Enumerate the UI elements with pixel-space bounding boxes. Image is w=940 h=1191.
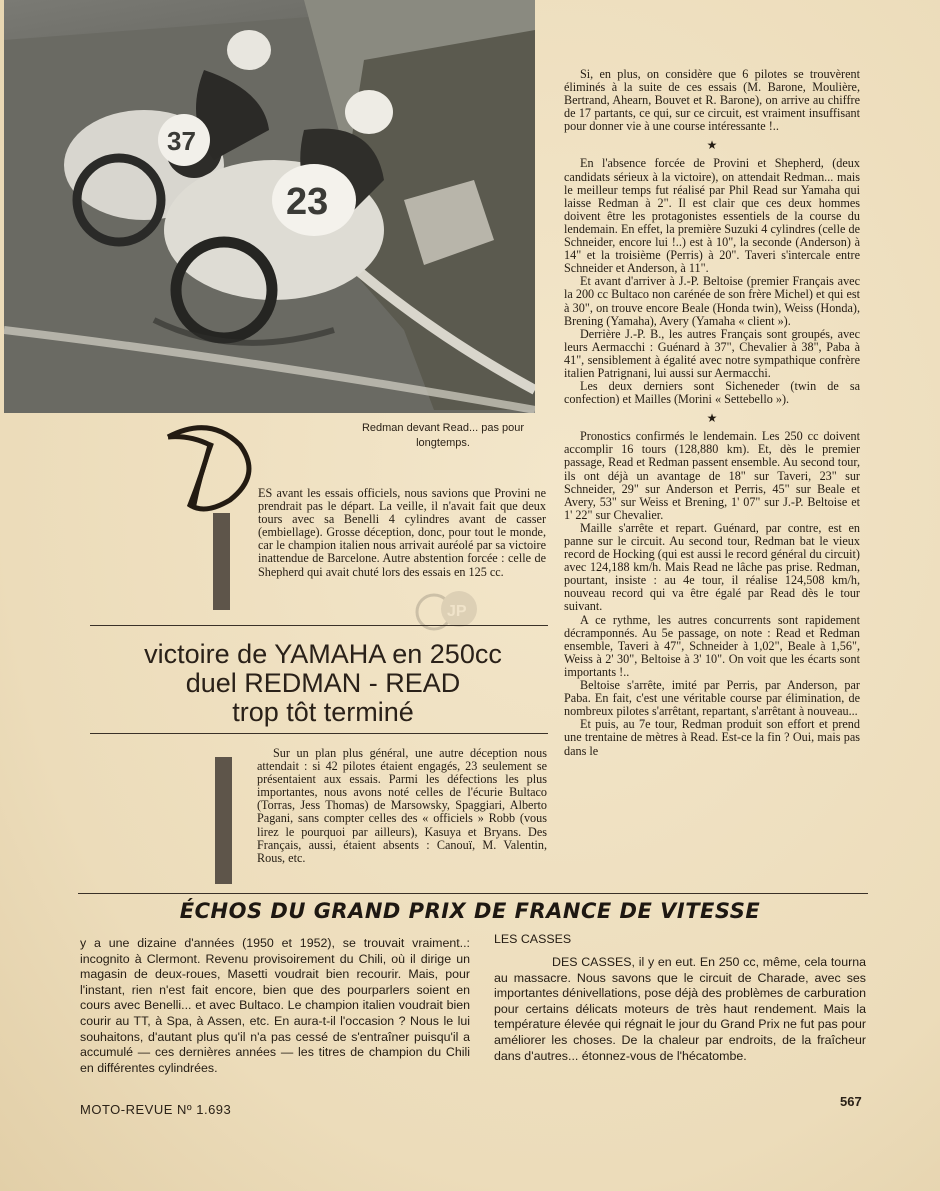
- headline-line-2: duel REDMAN - READ: [185, 668, 461, 698]
- race-photo: [4, 0, 535, 413]
- stamp-text: JP: [447, 603, 467, 620]
- dropcap-text: D: [150, 415, 151, 416]
- intro-paragraph: [258, 487, 546, 579]
- article-headline: [90, 640, 556, 727]
- right-p4: Derrière J.-P. B., les autres Français sont groupés, avec leurs Aermacchi : Guénard à 37", Chevalier à 38", Paba à 41", sensiblement à égalité avec notre sympathique confrère italien Patrignani, lui aussi sur Aermacchi.: [564, 326, 860, 380]
- banner-rule: [78, 893, 868, 894]
- dropcap-letter: [150, 415, 270, 515]
- right-column: [564, 68, 860, 758]
- para2-text: Sur un plan plus général, une autre déception nous attendait : si 42 pilotes étaient engagés, 23 seulement se présentaient aux essais. Parmi les défections les plus importantes, nous avons noté celles de l'écurie Bultaco (Torras, Jess Thomas) de Marsowsky, Spaggiari, Alberto Pagani, sans compter celles des « officiels » Robb (vous lirez le pourquoi par ailleurs), Kasuya et Bryans. Des Français, aussi, étaient absents : Canouï, M. Valentin, Rous, etc.: [257, 746, 547, 865]
- echos-banner: ÉCHOS DU GRAND PRIX DE FRANCE DE VITESSE: [179, 899, 761, 923]
- casses-heading: LES CASSES: [494, 932, 572, 946]
- para2-side-bar: [215, 757, 232, 884]
- right-p5: Les deux derniers sont Sicheneder (twin de sa confection) et Mailles (Morini « Settebello »).: [564, 379, 860, 407]
- separator-star-2: ★: [706, 411, 718, 426]
- right-p2: En l'absence forcée de Provini et Shepherd, (deux candidats sérieux à la victoire), on attendait Redman... mais le meilleur temps fut réalisé par Phil Read sur Yamaha qui laisse Redman à 2". Il est clair que ces deux hommes doivent être les protagonistes essentiels de la course du lendemain. En effet, la première Suzuki 4 cylindres (celle de Schneider, encore lui !..) est à 10", la seconde (Anderson) à 14" et la troisième (Perris) à 20". Taveri s'intercale entre Schneider et Anderson, à 11".: [564, 156, 860, 276]
- echos-left-column: [80, 936, 470, 1076]
- right-p10: Et puis, au 7e tour, Redman produit son effort et prend une trentaine de mètres à Read. Est-ce la fin ? Oui, mais pas dans le: [564, 717, 860, 758]
- echos-left-text: y a une dizaine d'années (1950 et 1952), se trouvait vraiment..: incognito à Clermont. Revenu provisoirement du Chili, où il dirige un magasin de deux-roues, Masetti voudrait bien recourir. Mais, pour l'instant, rien n'est fait encore, bien que des pourparlers soient en cours avec Benelli... et avec Bultaco. Le champion italien voudrait bien courir au TT, à Spa, à Assen, etc. En aura-t-il l'occasion ? Nous le lui souhaitons, d'autant plus qu'il n'a pas cessé de s'entraîner puisqu'il a accumulé — ces dernières années — les titres de champion du Chili en différentes cylindrées.: [80, 936, 470, 1075]
- magazine-issue: MOTO-REVUE Nº 1.693: [80, 1102, 232, 1117]
- bike-number-37: 37: [167, 126, 196, 156]
- right-p7: Maille s'arrête et repart. Guénard, par contre, est en panne sur le circuit. Au second tour, Redman bat le vieux record de Hocking (qui est aussi le record général du circuit) avec 124,188 km/h. Mais Read ne lâche pas prise. Redman, pourtant, insiste : au 4e tour, il réalise 124,508 km/h, nouveau record qui va être égalé par Read dès le tour suivant.: [564, 520, 860, 614]
- right-p9: Beltoise s'arrête, imité par Perris, par Anderson, par Paba. En fait, c'est une véritable course par élimination, de nombreux pilotes s'arrêtant, repartant, s'arrêtant à nouveau...: [564, 678, 860, 719]
- right-p6: Pronostics confirmés le lendemain. Les 250 cc doivent accomplir 16 tours (128,880 km). Et, dès le premier passage, Read et Redman passent ensemble. Au second tour, ils ont déjà un avantage de 18" sur Taveri, 23" sur Schneider, 29" sur Anderson et Perris, 45" sur Beale et Avery, 53" sur Weiss et Brening, 1' 07" sur J.-P. Beltoise et 1' 22" sur Chevalier.: [564, 429, 860, 522]
- right-p8: A ce rythme, les autres concurrents sont rapidement décramponnés. Au 5e passage, on note : Read et Redman ensemble, Taveri à 47", Schneider à 1,02", Beale à 1,56", Weiss à 2' 30", Beltoise à 3' 10". On voit que les écarts sont importants !..: [564, 612, 860, 679]
- right-p1: Si, en plus, on considère que 6 pilotes se trouvèrent éliminés à la suite de ces essais (M. Barone, Moulière, Bertrand, Ahearn, Bouvet et R. Barone), on arrive au chiffre de 17 partants, ce qui, sur ce circuit, est vraiment insuffisant pour donner vie à une course intéressante !..: [564, 67, 860, 134]
- intro-side-bar: [213, 513, 230, 610]
- headline-bottom-rule: [90, 733, 548, 734]
- headline-line-1: victoire de YAMAHA en 250cc: [144, 639, 502, 669]
- casses-column: [494, 955, 866, 1064]
- motorcycle-illustration: [4, 0, 535, 413]
- headline-top-rule: [90, 625, 548, 626]
- page-number: 567: [840, 1094, 862, 1109]
- headline-line-3: trop tôt terminé: [232, 697, 414, 727]
- second-paragraph: [257, 747, 547, 865]
- watermark-stamp: [414, 585, 484, 640]
- casses-text: DES CASSES, il y en eut. En 250 cc, même, cela tourna au massacre. Nous savons que le circuit de Charade, avec ses importantes dénivellations, pose déjà des problèmes de carburation pour certains délicats moteurs de très haut rendement. Mais la température élevée qui régnait le jour du Grand Prix ne fut pas pour améliorer les choses. De la chaleur par endroits, de la fraîcheur dans d'autres... étonnez-vous de l'hécatombe.: [494, 955, 866, 1063]
- photo-caption: Redman devant Read... pas pour longtemps.: [361, 422, 525, 449]
- bike-number-23: 23: [286, 181, 329, 223]
- right-p3: Et avant d'arriver à J.-P. Beltoise (premier Français avec la 200 cc Bultaco non carénée de son frère Michel) et qui est à 30", on trouve encore Beale (Honda twin), Weiss (Honda), Brening (Yamaha), Avery (Yamaha « client »).: [564, 274, 860, 328]
- intro-text: ES avant les essais officiels, nous savions que Provini ne prendrait pas le départ. La veille, il n'avait fait que deux tours avec sa Benelli 4 cylindres avant de casser (embiellage). Grosse déception, donc, pour tout le monde, car le champion italien nous arrivait auréolé par sa victoire inattendue de Barcelone. Autre abstention forcée : celle de Shepherd qui avait chuté lors des essais en 125 cc.: [258, 486, 546, 579]
- separator-star-1: ★: [706, 138, 718, 153]
